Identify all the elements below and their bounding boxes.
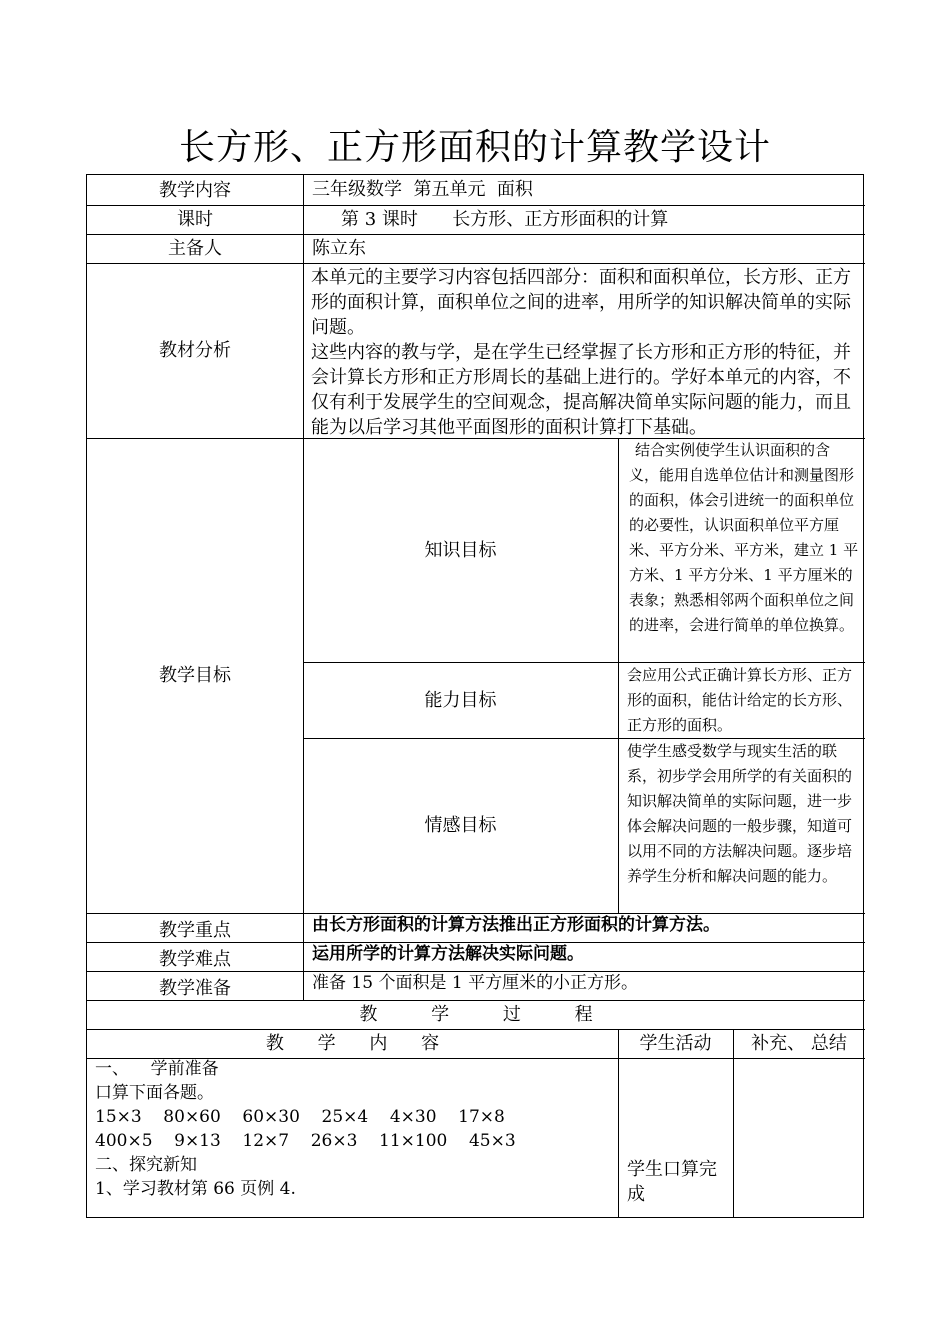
- col-divider: [618, 438, 619, 913]
- col-header-summary: 补充、 总结: [751, 1033, 847, 1054]
- emotion-goal-text: 使学生感受数学与现实生活的联系，初步学会用所学的有关面积的知识解决简单的实际问题，进一步体会解决问题的一般步骤，知道可以用不同的方法解决问题。逐步培养学生分析和解决问题的能力。: [627, 742, 853, 885]
- process-header: 教 学 过 程: [359, 1004, 593, 1025]
- process-line: 1、学习教材第 66 页例 4.: [95, 1179, 296, 1199]
- col-header-activity: 学生活动: [639, 1033, 712, 1054]
- process-line: 一、 学前准备: [95, 1059, 219, 1079]
- analysis-paragraph-1: 本单元的主要学习内容包括四部分：面积和面积单位，长方形、正方形的面积计算，面积单位之间的进率，用所学的知识解决简单的实际问题。: [311, 267, 851, 338]
- process-line: 口算下面各题。: [95, 1083, 214, 1103]
- label-preparation: 教学准备: [159, 978, 231, 999]
- label-difficulty: 教学难点: [159, 949, 231, 970]
- analysis-paragraph-2: 这些内容的教与学，是在学生已经掌握了长方形和正方形的特征，并会计算长方形和正方形周长的基础上进行的。学好本单元的内容，不仅有利于发展学生的空间观念，提高解决简单实际问题的能力，而且能为以后学习其他平面图形的面积计算打下基础。: [311, 342, 851, 438]
- ability-goal-text: 会应用公式正确计算长方形、正方形的面积，能估计给定的长方形、正方形的面积。: [627, 666, 853, 734]
- value-difficulty: 运用所学的计算方法解决实际问题。: [312, 944, 584, 964]
- label-analysis: 教材分析: [159, 340, 231, 361]
- label-knowledge-goal: 知识目标: [424, 539, 497, 561]
- value-preparer: 陈立东: [312, 238, 366, 259]
- process-content: [95, 1057, 615, 1217]
- label-key-point: 教学重点: [159, 920, 231, 941]
- label-ability-goal: 能力目标: [424, 689, 497, 711]
- analysis-text: [311, 265, 859, 437]
- value-content: 三年级数学 第五单元 面积: [312, 179, 533, 200]
- value-key-point: 由长方形面积的计算方法推出正方形面积的计算方法。: [312, 915, 720, 935]
- label-preparer: 主备人: [168, 238, 222, 259]
- student-activity: 学生口算完成: [627, 1159, 717, 1205]
- process-line: 400×5 9×13 12×7 26×3 11×100 45×3: [95, 1131, 516, 1151]
- process-line: 15×3 80×60 60×30 25×4 4×30 17×8: [95, 1107, 505, 1127]
- value-preparation: 准备 15 个面积是 1 平方厘米的小正方形。: [312, 973, 639, 993]
- lesson-plan-table: [86, 174, 864, 1218]
- knowledge-goal-text: 结合实例使学生认识面积的含义，能用自选单位估计和测量图形的面积，体会引进统一的面积单位的必要性，认识面积单位平方厘米、平方分米、平方米，建立 1 平方米、1 平方分米、1 平方厘米的表象；熟悉相邻两个面积单位之间的进率，会进行简单的单位换算。: [629, 441, 859, 634]
- process-line: 二、探究新知: [95, 1155, 197, 1175]
- label-period: 课时: [177, 209, 213, 230]
- document-title: 长方形、正方形面积的计算教学设计: [178, 127, 771, 168]
- label-goals: 教学目标: [159, 665, 231, 686]
- label-emotion-goal: 情感目标: [424, 815, 497, 836]
- value-period: 第 3 课时 长方形、正方形面积的计算: [341, 209, 669, 230]
- label-content: 教学内容: [159, 179, 231, 201]
- col-header-content: 教 学 内 容: [265, 1033, 440, 1054]
- supplement-summary: [741, 1059, 859, 1209]
